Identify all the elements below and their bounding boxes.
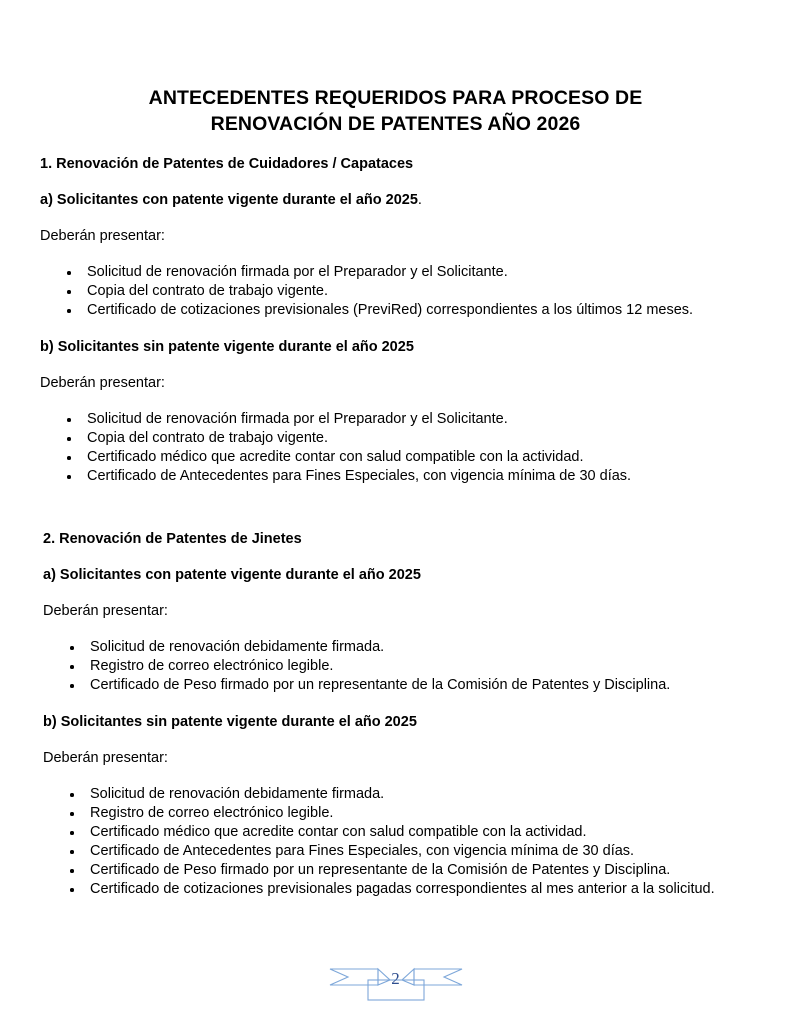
section-1	[40, 155, 751, 486]
section-1-subsection-a-list	[40, 263, 751, 320]
list-item: Certificado médico que acredite contar con salud compatible con la actividad.	[43, 823, 751, 842]
list-item: Solicitud de renovación firmada por el Preparador y el Solicitante.	[40, 263, 751, 282]
page-number: 2	[391, 969, 400, 988]
spacer	[43, 620, 751, 638]
section-1-subsection-b-intro: Deberán presentar:	[40, 375, 165, 391]
spacer	[40, 245, 751, 263]
page-title	[40, 0, 751, 137]
list-item: Solicitud de renovación debidamente firmada.	[43, 638, 751, 657]
spacer	[43, 584, 751, 602]
spacer	[40, 209, 751, 227]
list-item: Certificado de cotizaciones previsionales pagadas correspondientes al mes anterior a la solicitud.	[43, 880, 751, 899]
spacer-after-title	[40, 137, 751, 155]
section-2-subsection-b-list	[43, 785, 751, 899]
list-item: Registro de correo electrónico legible.	[43, 657, 751, 676]
list-item: Registro de correo electrónico legible.	[43, 804, 751, 823]
section-separator	[40, 486, 751, 530]
section-1-subsection-a-heading	[40, 191, 751, 209]
spacer	[40, 392, 751, 410]
spacer	[43, 731, 751, 749]
page-number-footer	[0, 958, 791, 1006]
list-item: Certificado médico que acredite contar con salud compatible con la actividad.	[40, 448, 751, 467]
ribbon-banner-icon	[326, 958, 466, 1006]
document-body	[40, 0, 751, 899]
ribbon-graphic	[326, 958, 466, 1006]
subsection-a-heading-text: a) Solicitantes con patente vigente durante el año 2025	[40, 192, 418, 208]
section-2-subsection-b-intro: Deberán presentar:	[43, 750, 168, 766]
spacer	[40, 356, 751, 374]
spacer	[40, 173, 751, 191]
section-1-subsection-b-list	[40, 410, 751, 486]
list-item: Solicitud de renovación firmada por el Preparador y el Solicitante.	[40, 410, 751, 429]
spacer	[40, 320, 751, 338]
spacer	[43, 548, 751, 566]
section-2-subsection-a-intro: Deberán presentar:	[43, 603, 168, 619]
page-title-line-1: ANTECEDENTES REQUERIDOS PARA PROCESO DE	[148, 87, 643, 109]
list-item: Copia del contrato de trabajo vigente.	[40, 282, 751, 301]
subsection-a-heading-text: a) Solicitantes con patente vigente durante el año 2025	[43, 567, 421, 583]
subsection-b-heading-text: b) Solicitantes sin patente vigente durante el año 2025	[43, 714, 417, 730]
section-2-subsection-a-heading	[43, 566, 751, 584]
list-item: Copia del contrato de trabajo vigente.	[40, 429, 751, 448]
page-title-line-2: RENOVACIÓN DE PATENTES AÑO 2026	[210, 113, 581, 135]
subsection-a-heading-tail: .	[417, 192, 422, 208]
section-1-heading: 1. Renovación de Patentes de Cuidadores / Capataces	[40, 156, 414, 172]
spacer	[43, 695, 751, 713]
section-2-heading: 2. Renovación de Patentes de Jinetes	[43, 531, 302, 547]
section-1-subsection-a-intro: Deberán presentar:	[40, 228, 165, 244]
list-item: Solicitud de renovación debidamente firmada.	[43, 785, 751, 804]
spacer	[43, 767, 751, 785]
list-item: Certificado de Antecedentes para Fines Especiales, con vigencia mínima de 30 días.	[43, 842, 751, 861]
list-item: Certificado de Peso firmado por un representante de la Comisión de Patentes y Disciplina.	[43, 861, 751, 880]
section-2-subsection-a-list	[43, 638, 751, 695]
section-2	[40, 530, 751, 899]
list-item: Certificado de cotizaciones previsionales (PreviRed) correspondientes a los últimos 12 meses.	[40, 301, 751, 320]
list-item: Certificado de Antecedentes para Fines Especiales, con vigencia mínima de 30 días.	[40, 467, 751, 486]
section-1-subsection-b-heading	[40, 338, 751, 356]
list-item: Certificado de Peso firmado por un representante de la Comisión de Patentes y Disciplina.	[43, 676, 751, 695]
section-2-subsection-b-heading	[43, 713, 751, 731]
subsection-b-heading-text: b) Solicitantes sin patente vigente durante el año 2025	[40, 339, 414, 355]
